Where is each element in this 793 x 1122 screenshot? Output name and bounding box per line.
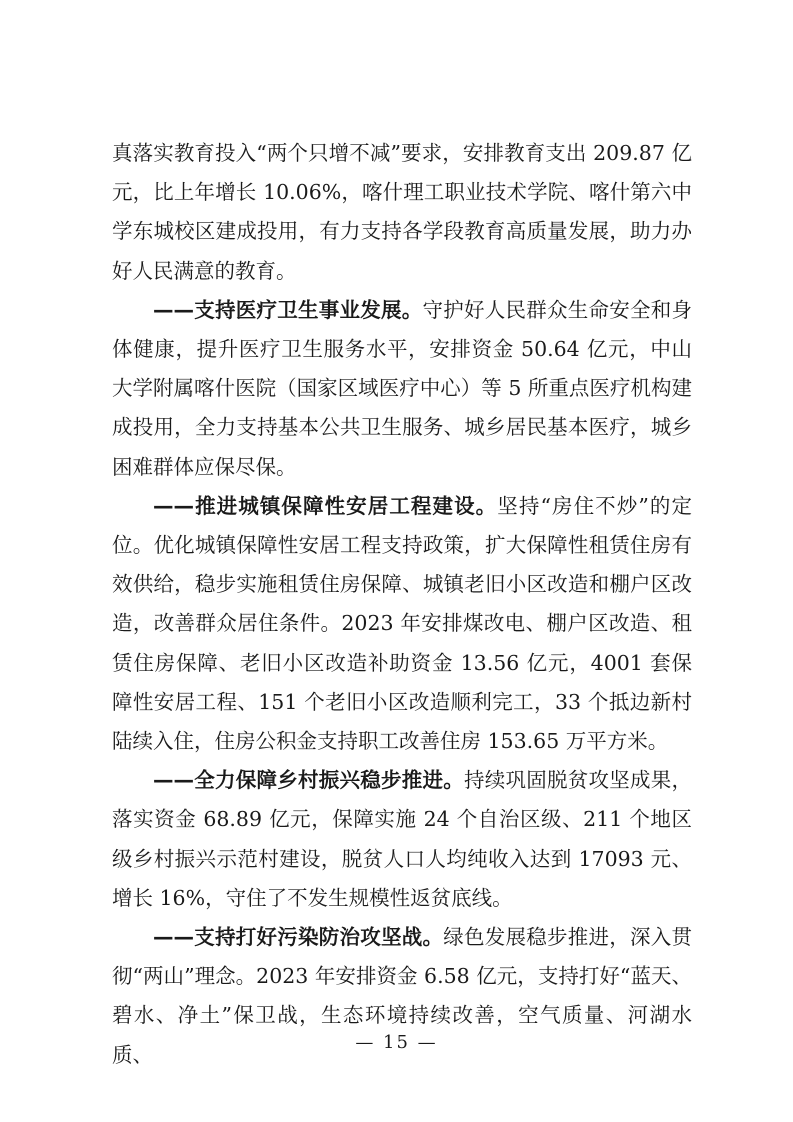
- paragraph-text: 守护好人民群众生命安全和身体健康，提升医疗卫生服务水平，安排资金 50.64 亿元，中山大学附属喀什医院（国家区域医疗中心）等 5 所重点医疗机构建成投用，全力支持基本公共卫生服务、城乡居民基本医疗，城乡困难群体应保尽保。: [112, 297, 692, 479]
- section-heading: ——推进城镇保障性安居工程建设。: [153, 493, 498, 518]
- paragraph-healthcare: [112, 291, 692, 487]
- paragraph-text: 绿色发展稳步推进，深入贯彻“两山”理念。2023 年安排资金 6.58 亿元，支持打好“蓝天、碧水、净土”保卫战，生态环境持续改善，空气质量、河湖水质、: [112, 925, 692, 1067]
- paragraph-education: [112, 134, 692, 291]
- body-text: [112, 134, 692, 1075]
- section-heading: ——支持打好污染防治攻坚战。: [153, 925, 444, 950]
- paragraph-text: 真落实教育投入“两个只增不减”要求，安排教育支出 209.87 亿元，比上年增长 10.06%，喀什理工职业技术学院、喀什第六中学东城校区建成投用，有力支持各学段教育高质量发展，助力办好人民满意的教育。: [112, 141, 692, 283]
- paragraph-text: 坚持“房住不炒”的定位。优化城镇保障性安居工程支持政策，扩大保障性租赁住房有效供给，稳步实施租赁住房保障、城镇老旧小区改造和棚户区改造，改善群众居住条件。2023 年安排煤改电、棚户区改造、租赁住房保障、老旧小区改造补助资金 13.56 亿元，4001 套保障性安居工程、151 个老旧小区改造顺利完工，33 个抵边新村陆续入住，住房公积金支持职工改善住房 153.65 万平方米。: [112, 493, 693, 754]
- paragraph-text: 持续巩固脱贫攻坚成果，落实资金 68.89 亿元，保障实施 24 个自治区级、211 个地区级乡村振兴示范村建设，脱贫人口人均纯收入达到 17093 元、增长 16%，守住了不发生规模性返贫底线。: [112, 768, 692, 910]
- paragraph-rural-revitalization: [112, 761, 692, 918]
- paragraph-housing: [112, 487, 692, 761]
- section-heading: ——支持医疗卫生事业发展。: [153, 297, 423, 322]
- section-heading: ——全力保障乡村振兴稳步推进。: [153, 768, 464, 793]
- page-number: — 15 —: [355, 1032, 438, 1053]
